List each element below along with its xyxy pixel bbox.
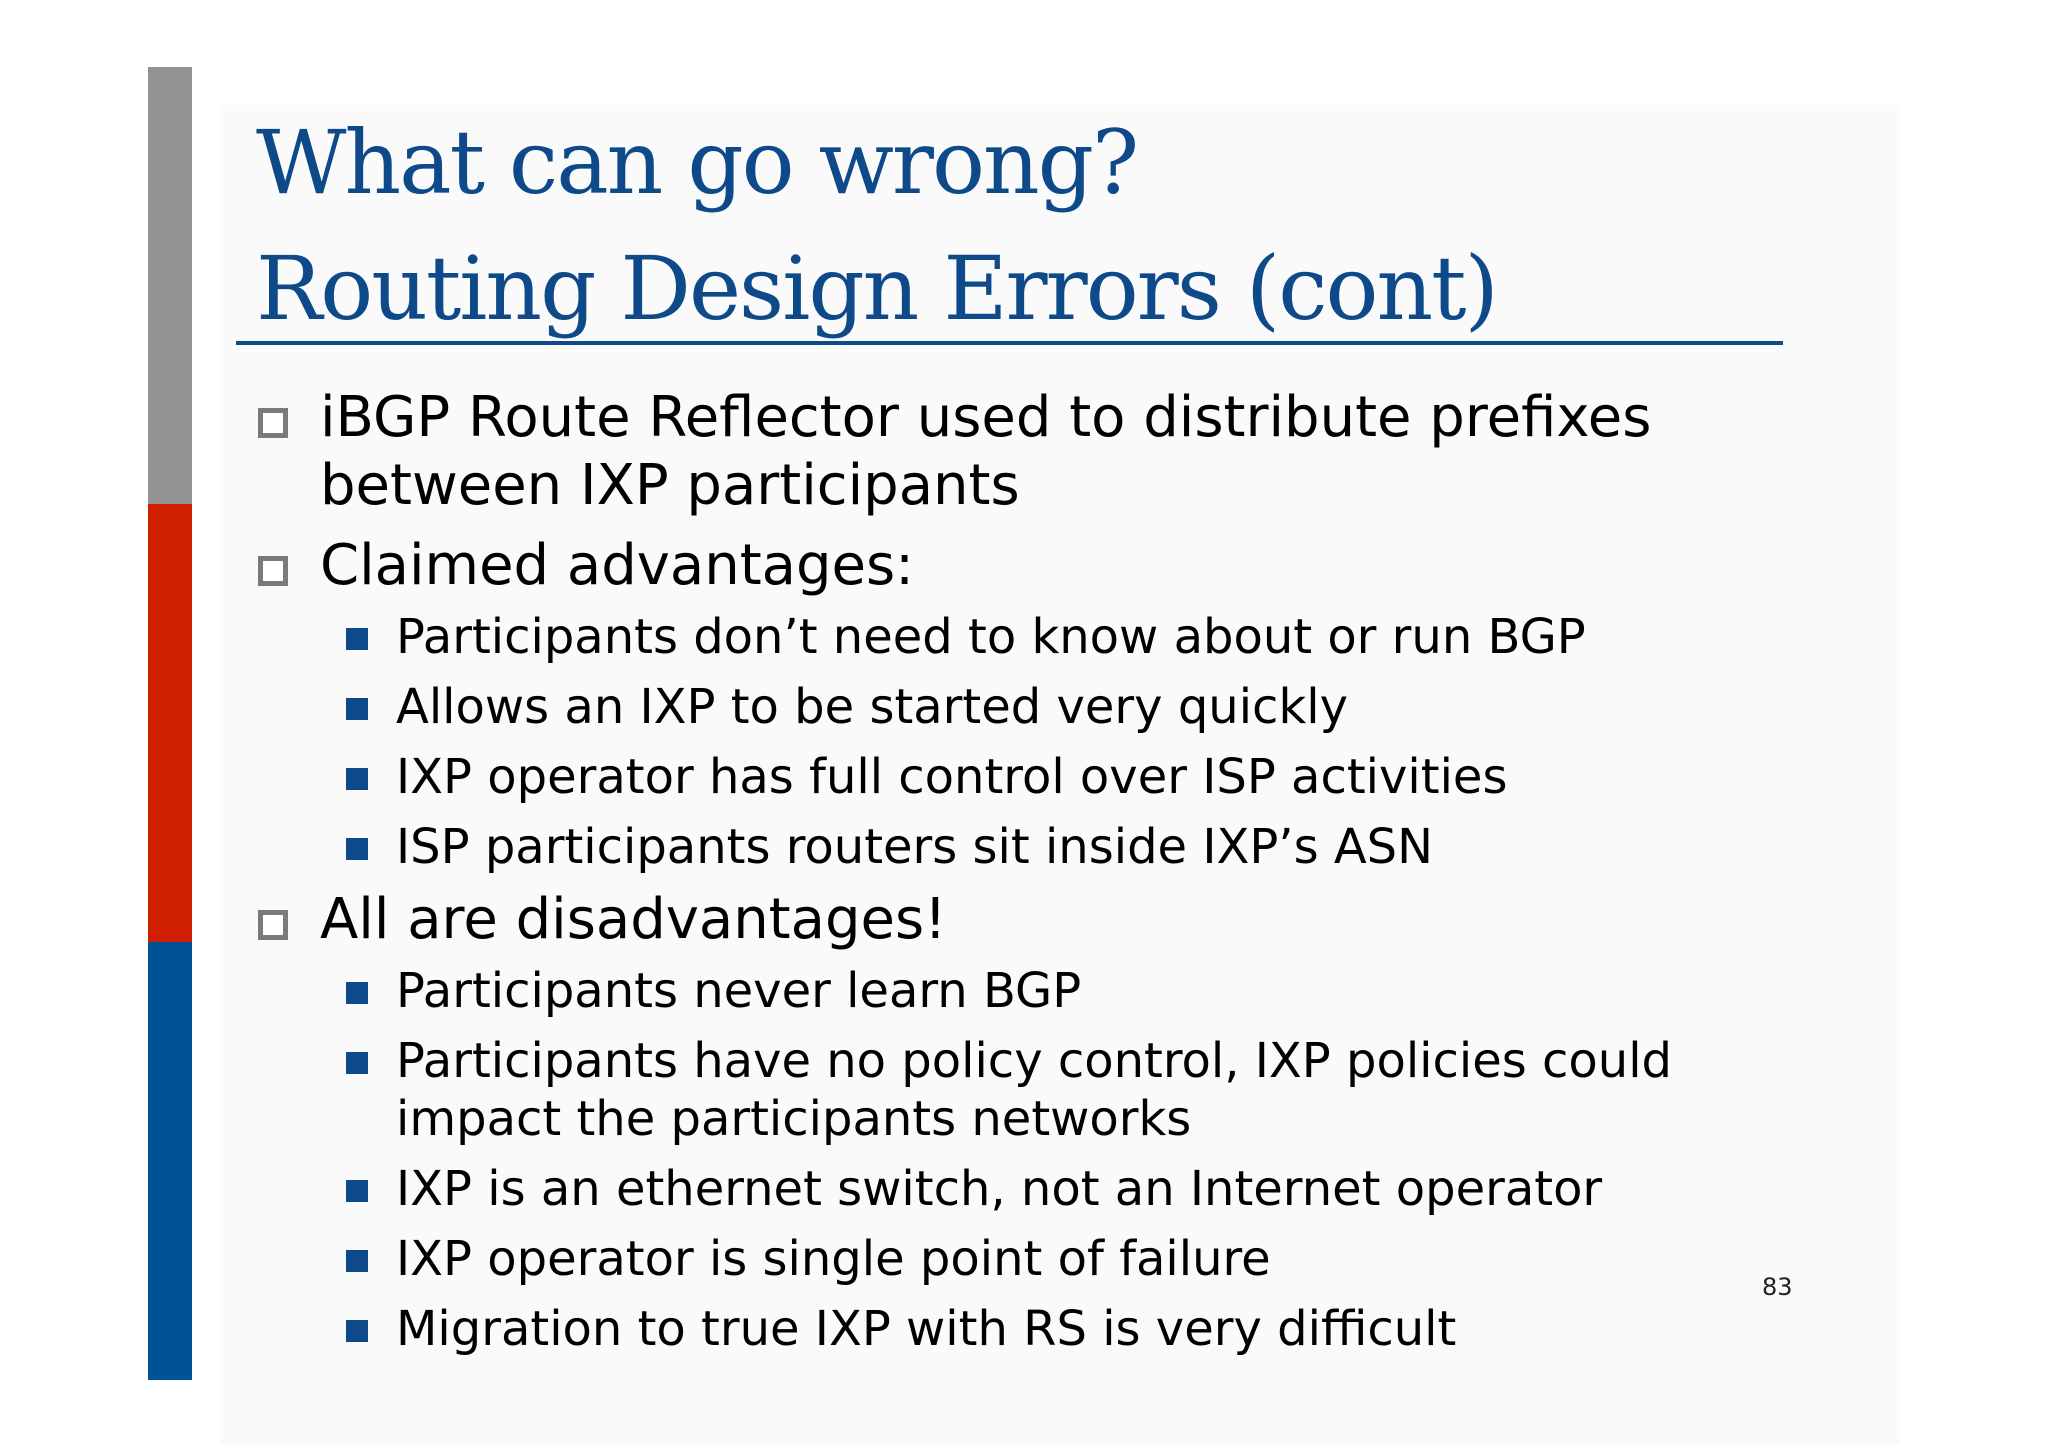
filled-square-bullet-icon	[346, 1250, 368, 1272]
page-number: 83	[1762, 1273, 1793, 1301]
sub-bullet-item	[256, 608, 1816, 666]
slide-title-line-1: What can go wrong?	[256, 111, 1138, 214]
filled-square-bullet-icon	[346, 1052, 368, 1074]
accent-bar-gray	[148, 67, 192, 504]
title-underline	[236, 341, 1783, 345]
sub-bullet-item	[256, 1160, 1816, 1218]
hollow-square-bullet-icon	[258, 408, 288, 438]
filled-square-bullet-icon	[346, 982, 368, 1004]
filled-square-bullet-icon	[346, 1320, 368, 1342]
sub-bullet-item	[256, 1300, 1816, 1358]
sub-bullet-text-line: Allows an IXP to be started very quickly	[396, 679, 1348, 735]
sub-bullet-text-line: Participants have no policy control, IXP policies could	[396, 1033, 1673, 1089]
sub-bullet-text-line: Participants don’t need to know about or run BGP	[396, 609, 1586, 665]
hollow-square-bullet-icon	[258, 910, 288, 940]
bullet-item	[256, 384, 1816, 520]
slide-title	[256, 100, 1497, 352]
filled-square-bullet-icon	[346, 628, 368, 650]
slide-title-line-2: Routing Design Errors (cont)	[256, 237, 1497, 340]
bullet-text-line: iBGP Route Reflector used to distribute prefixes	[320, 385, 1652, 450]
filled-square-bullet-icon	[346, 768, 368, 790]
sub-bullet-item	[256, 748, 1816, 806]
sub-bullet-text-line: IXP is an ethernet switch, not an Internet operator	[396, 1161, 1603, 1217]
bullet-text-line: between IXP participants	[320, 453, 1020, 518]
accent-bar-red	[148, 504, 192, 942]
bullet-item	[256, 532, 1816, 600]
sub-bullet-text-line: ISP participants routers sit inside IXP’s ASN	[396, 819, 1434, 875]
sub-bullet-item	[256, 962, 1816, 1020]
bullet-text-line: Claimed advantages:	[320, 533, 915, 598]
filled-square-bullet-icon	[346, 698, 368, 720]
sub-bullet-item	[256, 1230, 1816, 1288]
sub-bullet-text-line: IXP operator is single point of failure	[396, 1231, 1271, 1287]
sub-bullet-text-line: Participants never learn BGP	[396, 963, 1082, 1019]
sub-bullet-item	[256, 818, 1816, 876]
filled-square-bullet-icon	[346, 1180, 368, 1202]
sub-bullet-text-line: IXP operator has full control over ISP activities	[396, 749, 1508, 805]
sub-bullet-text-line: impact the participants networks	[396, 1091, 1192, 1147]
accent-bar-blue	[148, 942, 192, 1380]
sub-bullet-text-line: Migration to true IXP with RS is very difficult	[396, 1301, 1457, 1357]
sub-bullet-item	[256, 678, 1816, 736]
bullet-list	[256, 384, 1816, 1358]
bullet-text-line: All are disadvantages!	[320, 887, 947, 952]
filled-square-bullet-icon	[346, 838, 368, 860]
sub-bullet-item	[256, 1032, 1816, 1148]
bullet-item	[256, 886, 1816, 954]
hollow-square-bullet-icon	[258, 556, 288, 586]
